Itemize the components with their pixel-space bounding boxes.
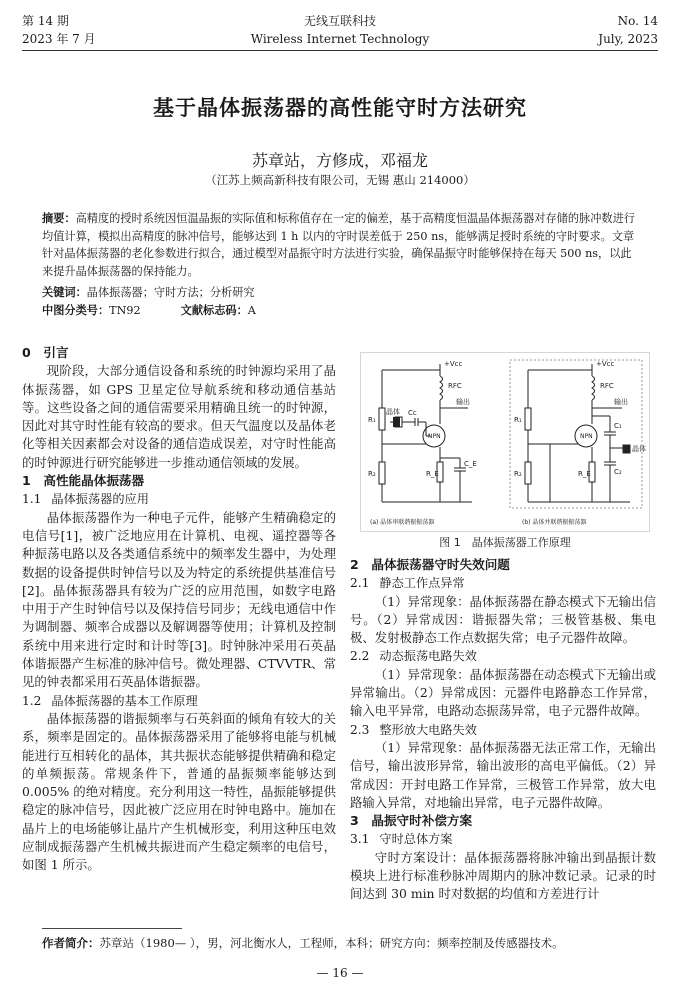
subfigure-a-caption: (a) 晶体串联谐振振荡器 [370,519,435,526]
r2-label-a: R₂ [368,470,376,478]
figure-1-caption: 图 1 晶体振荡器工作原理 [439,536,571,549]
keywords [42,284,638,302]
r2-label-b: R₂ [514,470,522,478]
section-1-1-body: 晶体振荡器作为一种电子元件，能够产生精确稳定的电信号[1]，被广泛地应用在计算机、电视、遥控器等各种振荡电路以及各类通信系统中的频率发生器中，为处理数据的设备提供时钟信号以及为特定的系统提供基准信号[2]。晶体振荡器具有较为广泛的应用范围，如数字电路中用于产生时钟信号以及保持信号同步；无线电通信中作为调制器、频率合成器以及解调器等使用；计算机及控制系统中用来进行定时和计时等[3]。时钟脉冲采用石英晶体谐振器产生标准的脉冲信号。微处理器、CTVVTR、常见的钟表都采用石英晶体谐振器。 [22,509,336,690]
parallel-resonant-circuit [510,360,642,508]
section-3-heading: 3 晶振守时补偿方案 [350,813,473,829]
r1-label-a: R₁ [368,416,376,424]
rfc-label-a: RFC [448,382,462,390]
figure-1-circuit-diagrams [360,352,650,532]
section-3-1-heading: 3.1 守时总体方案 [350,832,453,847]
keywords-label: 关键词： [42,286,87,299]
crystal-icon [623,445,630,453]
section-1-heading: 1 高性能晶体振荡器 [22,473,145,489]
abstract-text: 高精度的授时系统因恒温晶振的实际值和标称值存在一定的偏差，基于高精度恒温晶体振荡器对存储的脉冲数进行均值计算，模拟出高精度的脉冲信号，能够达到 1 h 以内的守时误差低于 250 ns，能够满足授时系统的守时要求。文章针对晶体振荡器的老化参数进行拟合，通过模型对晶振守时方法进行实验，确保晶振守时能够保持在每天 500 ns，以此来提升晶体振荡器的保持能力。 [42,212,635,278]
author-bio-footnote [42,935,564,951]
abstract-label: 摘要： [42,212,76,225]
paper-title: 基于晶体振荡器的高性能守时方法研究 [153,96,527,120]
section-1-2-body: 晶体振荡器的谐振频率与石英斜面的倾角有较大的关系，频率是固定的。晶体振荡器采用了能够将电能与机械能进行互相转化的晶体，其共振状态能够提供精确和稳定的单频振荡。常规条件下，普通的晶振频率能够达到 0.005% 的绝对精度。充分利用这一特性，晶振能够提供稳定的脉冲信号，因此被广泛应用在时钟电路中。施加在晶片上的电场能够让晶片产生机械形变，利用这种压电效应制成振荡器产生机械共振进而产生稳定频率的电信号，如图 1 所示。 [22,710,336,873]
subfigure-b-caption: (b) 晶体并联谐振振荡器 [522,519,587,526]
page-number: — 16 — [316,966,364,980]
r1-label-b: R₁ [514,416,522,424]
output-label-a: 输出 [456,398,470,406]
c2-label-b: C₂ [614,468,622,476]
footnote-divider [42,928,182,929]
issue-number: 第 14 期 [22,14,69,28]
cc-label-a: Cc [408,409,417,417]
author-bio-text: 苏章站（1980— ），男，河北衡水人，工程师，本科；研究方向：频率控制及传感器技术。 [99,936,564,950]
doc-code-value: A [247,304,256,317]
crystal-label-b: 晶体 [632,445,646,453]
npn-label-b: NPN [580,433,593,440]
author-affiliation: （江苏上频高新科技有限公司，无锡 惠山 214000） [205,173,475,187]
rfc-label-b: RFC [600,382,614,390]
section-2-heading: 2 晶体振荡器守时失效问题 [350,557,510,572]
running-header [0,0,680,56]
section-2-2-heading: 2.2 动态振荡电路失效 [350,649,477,664]
right-column [350,556,656,904]
left-column [22,344,336,875]
issue-date-en: July, 2023 [598,32,658,46]
re-label-b: R_E [578,470,591,478]
ce-label-a: C_E [464,460,477,468]
section-2-3-body: （1）异常现象：晶体振荡器无法正常工作，无输出信号，输出波形异常，输出波形的高电平偏低。（2）异常成因：开封电路工作异常，三极管工作异常，放大电路输入异常，对地输出异常，电子元器件故障。 [350,739,656,810]
header-divider [22,50,658,51]
section-1-2-heading: 1.2 晶体振荡器的基本工作原理 [22,693,198,708]
npn-label-a: NPN [428,433,441,440]
vcc-label-a: +Vcc [444,360,463,368]
section-0-body: 现阶段，大部分通信设备和系统的时钟源均采用了晶体振荡器，如 GPS 卫星定位导航系统和移动通信基站等。这些设备之间的通信需要采用精确且统一的时钟源，因此对其守时性能有较高的要求。但天气温度以及晶体老化等相关因素都会对设备的通信造成误差，对守时性能高的时钟源进行研究能够进一步推动通信领域的发展。 [22,363,336,470]
re-label-a: R_E [426,470,439,478]
issue-number-en: No. 14 [617,14,658,28]
clc-value: TN92 [109,304,141,317]
section-2-3-heading: 2.3 整形放大电路失效 [350,722,477,737]
crystal-icon [393,417,400,427]
clc-label: 中图分类号： [42,304,110,317]
journal-name-cn: 无线互联科技 [303,14,376,28]
crystal-label-a: 晶体 [386,408,400,416]
keywords-text: 晶体振荡器；守时方法；分析研究 [86,286,255,299]
classification [42,302,638,320]
vcc-label-b: +Vcc [596,360,615,368]
section-0-heading: 0 引言 [22,345,69,360]
doc-code-label: 文献标志码： [180,304,248,317]
issue-date: 2023 年 7 月 [22,32,96,46]
c1-label-b: C₁ [614,422,622,430]
abstract [42,210,638,280]
output-label-b: 输出 [614,398,628,406]
section-2-1-heading: 2.1 静态工作点异常 [350,576,465,591]
author-bio-label: 作者简介： [42,936,100,950]
section-2-2-body: （1）异常现象：晶体振荡器在动态模式下无输出或异常输出。（2）异常成因：元器件电路静态工作异常，输入电平异常，电路动态振荡异常，电子元器件故障。 [350,666,656,719]
paper-authors: 苏章站，方修成，邓福龙 [251,151,428,170]
section-3-1-body: 守时方案设计：晶体振荡器将脉冲输出到晶振计数模块上进行标准秒脉冲周期内的脉冲数记录。记录的时间达到 30 min 时对数据的均值和方差进行计 [350,849,656,902]
section-2-1-body: （1）异常现象：晶体振荡器在静态模式下无输出信号。（2）异常成因：谐振器失常；三极管基极、集电极、发射极静态工作点数据失常；电子元器件故障。 [350,593,656,646]
journal-name-en: Wireless Internet Technology [250,32,430,46]
section-1-1-heading: 1.1 晶体振荡器的应用 [22,492,149,507]
